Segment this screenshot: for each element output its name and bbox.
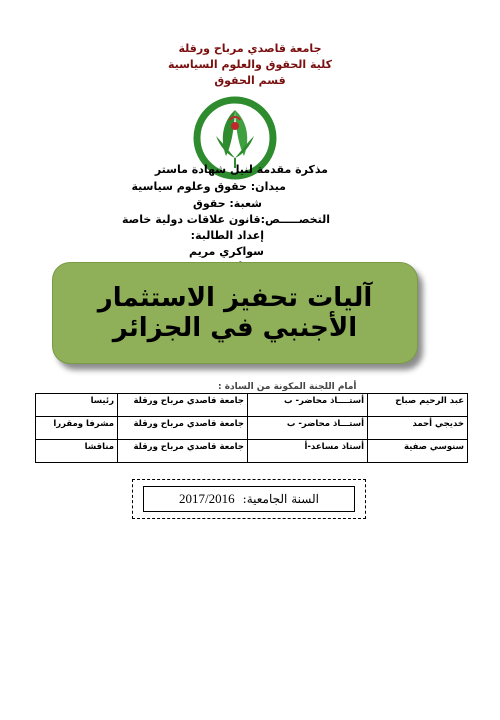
- jury-role: رئيسا: [36, 394, 118, 417]
- jury-name: خديجي أحمد: [368, 417, 468, 440]
- prepared-by-line: إعداد الطالبة:: [190, 229, 264, 242]
- jury-table: [35, 393, 468, 463]
- department-name: قسم الحقوق: [214, 74, 286, 87]
- jury-rank: أستــــاذ محاضر- ب: [248, 394, 368, 417]
- thesis-title-box: [52, 262, 418, 364]
- branch-line: شعبة: حقوق: [193, 197, 262, 210]
- table-row: [36, 394, 468, 417]
- thesis-title: آليات تحفيز الاستثمار الأجنبي في الجزائر: [97, 283, 373, 343]
- academic-year-box: [143, 486, 355, 512]
- jury-university: جامعة قاصدي مرباح ورقلة: [118, 394, 248, 417]
- academic-year-value: 2017/2016: [179, 491, 235, 506]
- jury-role: مناقشا: [36, 440, 118, 463]
- table-row: [36, 440, 468, 463]
- jury-name: سنوسي صفية: [368, 440, 468, 463]
- table-row: [36, 417, 468, 440]
- memo-line: مذكرة مقدمة لنيل شهادة ماستر: [154, 163, 328, 176]
- jury-role: مشرفا ومقررا: [36, 417, 118, 440]
- jury-rank: أستاذ مساعد-أ: [248, 440, 368, 463]
- jury-university: جامعة قاصدي مرباح ورقلة: [118, 417, 248, 440]
- field-line: ميدان: حقوق وعلوم سياسية: [131, 180, 286, 193]
- academic-year-label: السنة الجامعية:: [242, 492, 319, 506]
- student-name: سواكري مريم: [188, 245, 264, 258]
- jury-name: عبد الرحيم صباح: [368, 394, 468, 417]
- university-name: جامعة قاصدي مرباح ورقلة: [178, 42, 322, 55]
- jury-label: أمام اللجنة المكونة من السادة :: [218, 382, 357, 392]
- faculty-name: كلية الحقوق والعلوم السياسية: [167, 58, 333, 71]
- jury-rank: أستـــاذ محاضر- ب: [248, 417, 368, 440]
- specialty-line: التخصـــــص:قانون علاقات دولية خاصة: [122, 213, 330, 226]
- jury-university: جامعة قاصدي مرباح ورقلة: [118, 440, 248, 463]
